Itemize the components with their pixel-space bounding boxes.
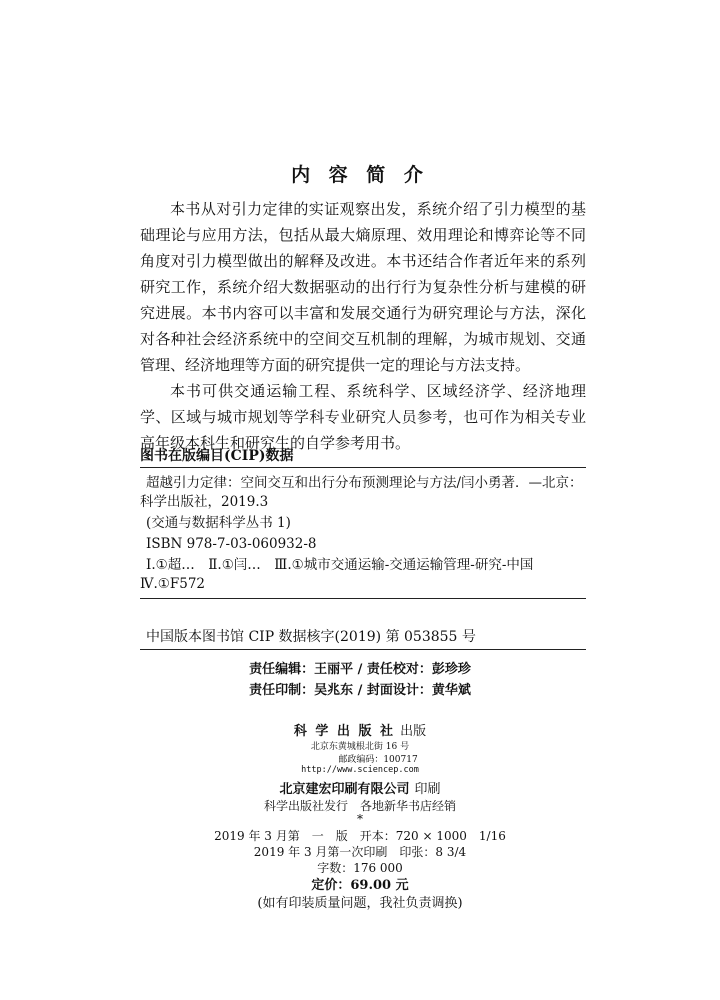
printer-action: 印刷 <box>414 782 441 797</box>
separator-star: * <box>357 812 363 826</box>
cip-classification-line: Ⅳ.①F572 <box>140 576 206 592</box>
cip-isbn-line: ISBN 978-7-03-060932-8 <box>146 536 317 552</box>
cip-bottom-rule <box>140 649 586 650</box>
cip-publisher-line: 科学出版社，2019.3 <box>140 494 269 510</box>
cip-record <box>140 474 586 594</box>
staff-line-1: 责任编辑：王丽平 / 责任校对：彭珍珍 <box>249 662 471 677</box>
summary-paragraph-1: 本书从对引力定律的实证观察出发，系统介绍了引力模型的基础理论与应用方法，包括从最大熵原理、效用理论和博弈论等不同角度对引力模型做出的解释及改进。本书还结合作者近年来的系列研究工作，系统介绍大数据驱动的出行行为复杂性分析与建模的研究进展。本书内容可以丰富和发展交通行为研究理论与方法，深化对各种社会经济系统中的空间交互机制的理解，为城市规划、交通管理、经济地理等方面的研究提供一定的理论与方法支持。 <box>140 200 586 374</box>
cip-title-line: 超越引力定律：空间交互和出行分布预测理论与方法/闫小勇著．—北京： <box>146 475 583 491</box>
cip-middle-rule <box>140 598 586 599</box>
page-title: 内 容 简 介 <box>291 164 429 186</box>
word-count: 字数：176 000 <box>317 861 403 875</box>
publisher-address: 北京东黄城根北街 16 号 <box>310 742 410 752</box>
publisher-name: 科 学 出 版 社 <box>293 724 395 739</box>
publisher-action: 出版 <box>400 724 427 739</box>
cip-subject-line: Ⅰ.①超… Ⅱ.①闫… Ⅲ.①城市交通运输-交通运输管理-研究-中国 <box>146 557 534 573</box>
quality-notice: (如有印装质量问题，我社负责调换) <box>257 896 463 911</box>
summary-paragraph-2: 本书可供交通运输工程、系统科学、区域经济学、经济地理学、区域与城市规划等学科专业研究人员参考，也可作为相关专业高年级本科生和研究生的自学参考用书。 <box>140 382 586 452</box>
cip-number: 中国版本图书馆 CIP 数据核字(2019) 第 053855 号 <box>146 629 476 645</box>
cip-heading: 图书在版编目(CIP)数据 <box>140 448 294 464</box>
distribution-line: 科学出版社发行 各地新华书店经销 <box>263 799 456 813</box>
cip-top-rule <box>140 467 586 468</box>
summary-section <box>140 196 586 456</box>
staff-line-2: 责任印制：吴兆东 / 封面设计：黄华斌 <box>249 683 471 698</box>
publisher-url: http://www.sciencep.com <box>301 765 419 775</box>
price: 定价：69.00 元 <box>311 878 409 893</box>
edition-line-2: 2019 年 3 月第一次印刷 印张：8 3/4 <box>253 845 467 859</box>
edition-line-1: 2019 年 3 月第 一 版 开本：720 × 1000 1/16 <box>214 829 506 843</box>
cip-series-line: (交通与数据科学丛书 1) <box>146 515 291 531</box>
printer-line <box>0 778 720 797</box>
publisher-line <box>0 720 720 739</box>
publisher-postcode: 邮政编码：100717 <box>338 755 418 765</box>
printer-name: 北京建宏印刷有限公司 <box>279 782 410 797</box>
